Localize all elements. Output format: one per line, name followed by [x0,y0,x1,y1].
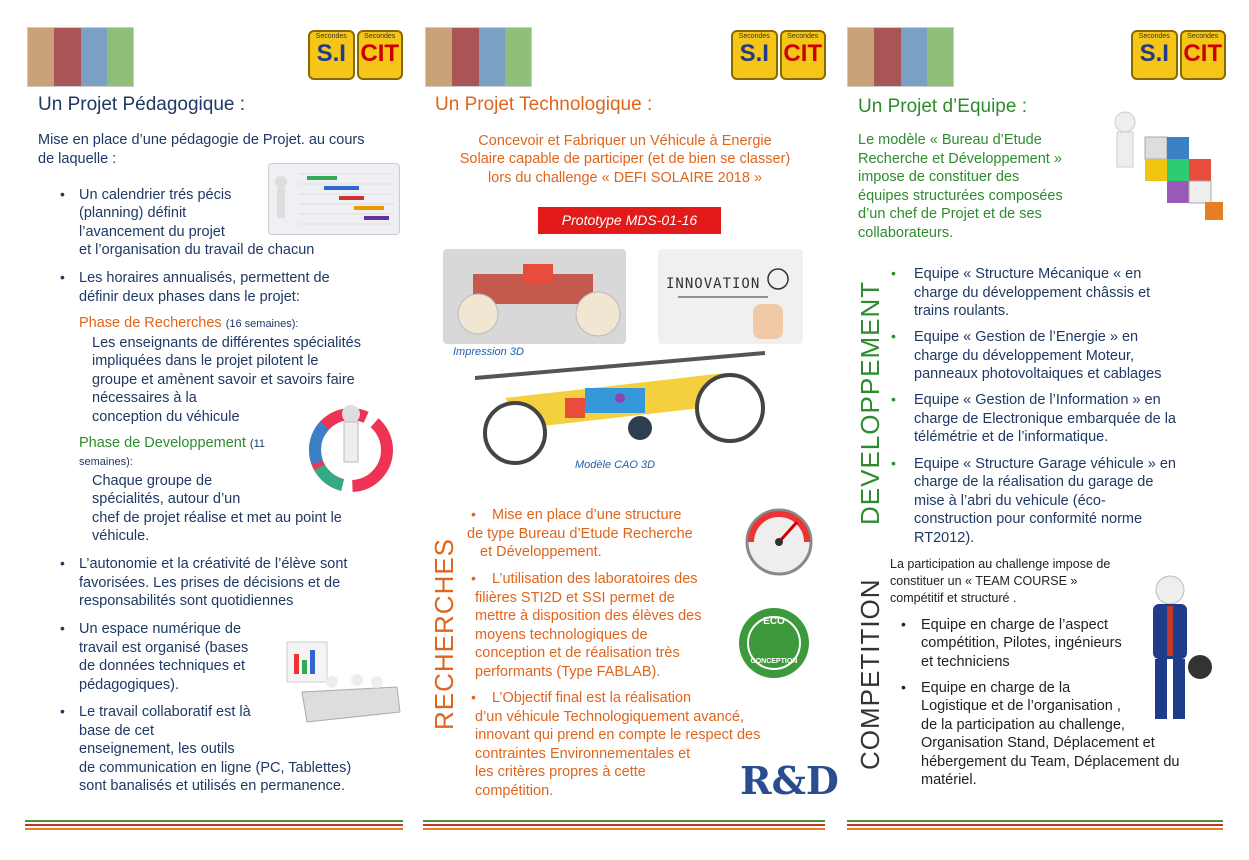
innovation-image [658,249,803,344]
prototype-badge: Prototype MDS-01-16 [538,207,721,234]
p2-b3-line6: compétition. [475,783,554,799]
vertical-label-recherches: RECHERCHES [429,537,459,730]
intro-text: Mise en place d’une pédagogie de Projet. au cours de laquelle : [38,132,365,167]
b4-line1: Un espace numérique de [79,621,242,637]
planning-image [268,163,400,235]
bullet: • [901,616,906,632]
si-cit-badge: Secondes S.I Secondes CIT [1131,30,1226,80]
school-logo [27,27,134,87]
b1-line2: (planning) définit [79,205,187,221]
vertical-label-developpement: DEVELOPPEMENT [855,280,885,525]
si-cit-badge: Secondes S.I Secondes CIT [308,30,403,80]
dev4-line1: Equipe « Structure Garage véhicule » en [914,456,1176,472]
goal-line1: Concevoir et Fabriquer un Véhicule à Energie [478,133,772,149]
b3-line3: responsabilités sont quotidiennes [79,593,294,609]
dev4-line5: RT2012). [914,530,975,546]
eco-conception-image [737,598,811,688]
b5-line4: de communication en ligne (PC, Tablettes) [79,760,352,776]
school-logo [847,27,954,87]
dev3-line1: Equipe « Gestion de l’Information » en [914,392,1161,408]
p3-intro-line6: collaborateurs. [858,225,954,241]
p2-b3-line4: contraintes Environnementales et [475,746,691,762]
p3-intro-line5: d’un chef de Projet et de ses [858,206,1042,222]
comp1-line1: Equipe en charge de l’aspect [921,617,1109,633]
footer-line [423,828,825,830]
p2-b1-line2: de type Bureau d’Etude Recherche [467,526,693,542]
comp1-line2: compétition, Pilotes, ingénieurs [921,635,1122,651]
si-cit-badge: Secondes S.I Secondes CIT [731,30,826,80]
bullet: • [891,391,896,407]
p2-b2-line6: performants (Type FABLAB). [475,664,661,680]
eco-text: ECO [763,616,785,627]
panel-technologique [415,0,839,860]
cubes-image [1105,102,1225,227]
panel-title: Un Projet d’Equipe : [858,96,1027,117]
phase-r-line5: conception du véhicule [92,409,240,425]
footer-line [423,824,825,826]
p3-intro-line2: Recherche et Développement » [858,151,1062,167]
bullet: • [60,703,65,719]
comp1-line3: et techniciens [921,654,1010,670]
bullet: • [471,570,476,586]
bullet: • [891,265,896,281]
img3-caption: Modèle CAO 3D [575,459,656,471]
b3-line1: L’autonomie et la créativité de l’élève sont [79,556,348,572]
bullet: • [471,689,476,705]
bullet: • [60,555,65,571]
p2-b3-line5: les critères propres à cette [475,764,646,780]
rd-logo: R&D [740,758,839,803]
b3-line2: favorisées. Les prises de décisions et de [79,575,341,591]
phase-r-line3: groupe et amènent savoir et savoirs faire [92,372,355,388]
dev4-line4: construction pour conformité norme [914,511,1143,527]
panel-pedagogique [0,0,415,860]
p3-intro-line1: Le modèle « Bureau d’Etude [858,132,1042,148]
dev1-line2: charge du développement châssis et [914,285,1151,301]
comp2-line4: Organisation Stand, Déplacement et [921,735,1155,751]
p2-b1-line1: Mise en place d’une structure [492,507,682,523]
goal-line2: Solaire capable de participer (et de bien se classer) [459,151,791,167]
phase-r-line2: impliquées dans le projet pilotent le [92,353,319,369]
comp2-line1: Equipe en charge de la [921,680,1071,696]
comp2-line3: de la participation au challenge, [921,717,1125,733]
p2-b3-line3: innovant qui prend en compte le respect des [475,727,761,743]
b4-line3: de données techniques et [79,658,246,674]
footer-line [847,820,1223,822]
bullet: • [471,506,476,522]
dev2-line2: charge du développement Moteur, [914,348,1135,364]
phase-r-line4: nécessaires à la [92,390,197,406]
panel-equipe [835,0,1249,860]
footer-line [847,824,1223,826]
b5-line1: Le travail collaboratif est là [79,704,251,720]
bullet: • [60,186,65,202]
dev2-line1: Equipe « Gestion de l’Energie » en [914,329,1139,345]
bullet: • [901,679,906,695]
bullet: • [891,455,896,471]
p2-b2-line2: filières STI2D et SSI permet de [475,590,675,606]
b4-line2: travail est organisé (bases [79,640,249,656]
dev1-line3: trains roulants. [914,303,1010,319]
p2-b2-line3: mettre à disposition des élèves des [475,608,702,624]
conception-text: CONCEPTION [750,658,798,665]
pilot-image [1125,572,1215,727]
phase-r-line1: Les enseignants de différentes spécialités [92,335,361,351]
comp-intro-line1: La participation au challenge impose de [890,557,1111,571]
phase-d-line1: Chaque groupe de [92,473,213,489]
bullet: • [60,269,65,285]
p2-b3-line1: L’Objectif final est la réalisation [492,690,692,706]
p2-b2-line4: moyens technologiques de [475,627,648,643]
footer-line [25,820,403,822]
b2-line1: Les horaires annualisés, permettent de [79,270,330,286]
img1-caption: Impression 3D [453,346,524,358]
comp-intro-line3: compétitif et structuré . [890,591,1017,605]
p3-intro-line4: équipes structurées composées [858,188,1063,204]
p2-b3-line2: d’un véhicule Technologiquement avancé, [475,709,744,725]
phase-recherche: Phase de Recherches (16 semaines): [79,315,299,331]
p2-b2-line1: L’utilisation des laboratoires des [492,571,698,587]
gauge-image [735,500,823,576]
comp2-line5: hébergement du Team, Déplacement du [921,754,1180,770]
dev3-line2: charge de Electronique embarquée de la [914,411,1176,427]
phase-d-line3: chef de projet réalise et met au point le [92,510,342,526]
innovation-text: INNOVATION [666,276,761,292]
dev2-line3: panneaux photovoltaiques et cablages [914,366,1162,382]
p2-b1-line3: et Développement. [480,544,602,560]
dev1-line1: Equipe « Structure Mécanique « en [914,266,1142,282]
p2-b2-line5: conception et de réalisation très [475,645,680,661]
vertical-label-competition: COMPETITION [855,578,885,770]
school-logo [425,27,532,87]
comp2-line2: Logistique et de l’organisation , [921,698,1121,714]
b5-line3: enseignement, les outils [79,741,235,757]
footer-line [25,824,403,826]
panel-title: Un Projet Pédagogique : [38,94,246,115]
b1-line4: et l’organisation du travail de chacun [79,242,315,258]
bullet: • [891,328,896,344]
comp2-line6: matériel. [921,772,977,788]
cad-model-image [465,348,775,468]
phase-d-line2: spécialités, autour d’un [92,491,241,507]
dev4-line2: charge de la réalisation du garage de [914,474,1154,490]
footer-line [847,828,1223,830]
footer-line [423,820,825,822]
p3-intro-line3: impose de constituer des [858,169,1020,185]
phase-developpement: Phase de Developpement (11 [79,435,265,451]
b4-line4: pédagogiques). [79,677,179,693]
bullet: • [60,620,65,636]
b1-line3: l’avancement du projet [79,224,225,240]
dev3-line3: télémétrie et de l’informatique. [914,429,1109,445]
panel-title: Un Projet Technologique : [435,94,653,115]
cycle-image [305,402,397,492]
b2-line2: définir deux phases dans le projet: [79,289,300,305]
goal-line3: lors du challenge « DEFI SOLAIRE 2018 » [487,170,763,186]
office-image [282,632,402,734]
phase-d-line4: véhicule. [92,528,150,544]
b1-line1: Un calendrier trés pécis [79,187,232,203]
b5-line5: sont banalisés et utilisés en permanence. [79,778,345,794]
b5-line2: base de cet [79,723,154,739]
footer-line [25,828,403,830]
comp-intro-line2: constituer un « TEAM COURSE » [890,574,1078,588]
dev4-line3: mise à l’abri du vehicule (éco- [914,493,1106,509]
phase-d-weeks: semaines): [79,456,133,468]
3d-print-image [443,249,626,344]
